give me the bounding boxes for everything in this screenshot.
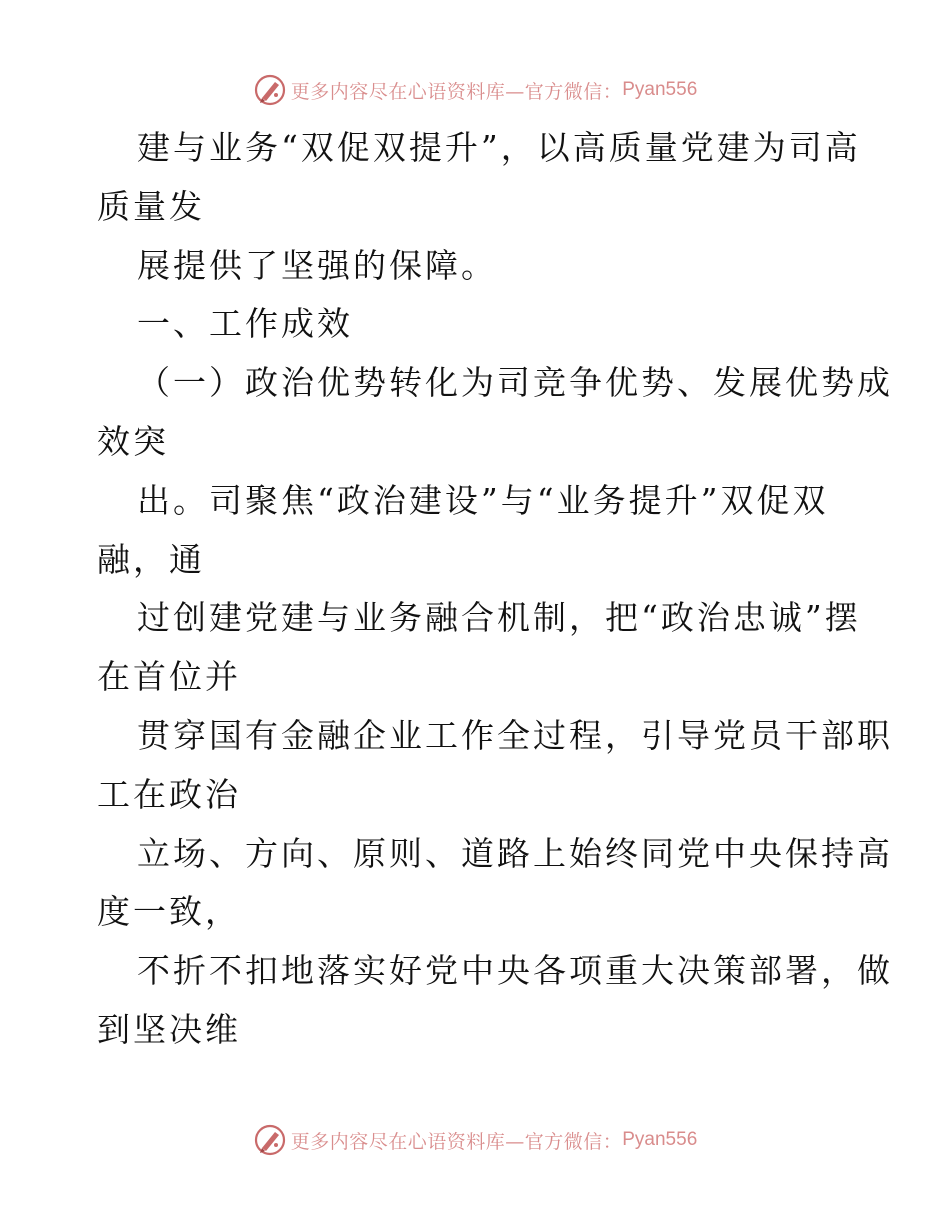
document-body — [97, 119, 893, 1060]
subsection-heading: （一）政治优势转化为司竞争优势、发展优势成 — [137, 363, 893, 403]
text-line: 工在政治 — [97, 774, 241, 814]
pen-logo-icon — [253, 1123, 287, 1157]
text-line: 展提供了坚强的保障。 — [137, 245, 497, 285]
text-line: 在首位并 — [97, 657, 241, 697]
text-line: 度一致， — [97, 892, 241, 932]
text-line: 融，通 — [97, 539, 205, 579]
text-line: 效突 — [97, 421, 169, 461]
watermark-text: 更多内容尽在心语资料库—官方微信： — [290, 1130, 623, 1153]
watermark-text: 更多内容尽在心语资料库—官方微信： — [290, 80, 623, 103]
text-line: 不折不扣地落实好党中央各项重大决策部署，做 — [137, 951, 893, 991]
pen-logo-icon — [253, 73, 287, 107]
text-line: 贯穿国有金融企业工作全过程，引导党员干部职 — [137, 715, 893, 755]
watermark-footer — [0, 1120, 950, 1160]
text-line: 到坚决维 — [97, 1009, 241, 1049]
text-line: 建与业务“双促双提升”，以高质量党建为司高 — [137, 128, 861, 167]
text-line: 质量发 — [97, 186, 205, 226]
watermark-wechat-id: Pyan556 — [622, 79, 698, 100]
text-line: 过创建党建与业务融合机制，把“政治忠诚”摆 — [137, 598, 861, 638]
text-line: 出。司聚焦“政治建设”与“业务提升”双促双 — [137, 480, 829, 520]
text-line: 立场、方向、原则、道路上始终同党中央保持高 — [137, 833, 893, 873]
watermark-header — [0, 70, 950, 110]
watermark-wechat-id: Pyan556 — [622, 1129, 698, 1150]
section-heading: 一、工作成效 — [137, 304, 353, 344]
